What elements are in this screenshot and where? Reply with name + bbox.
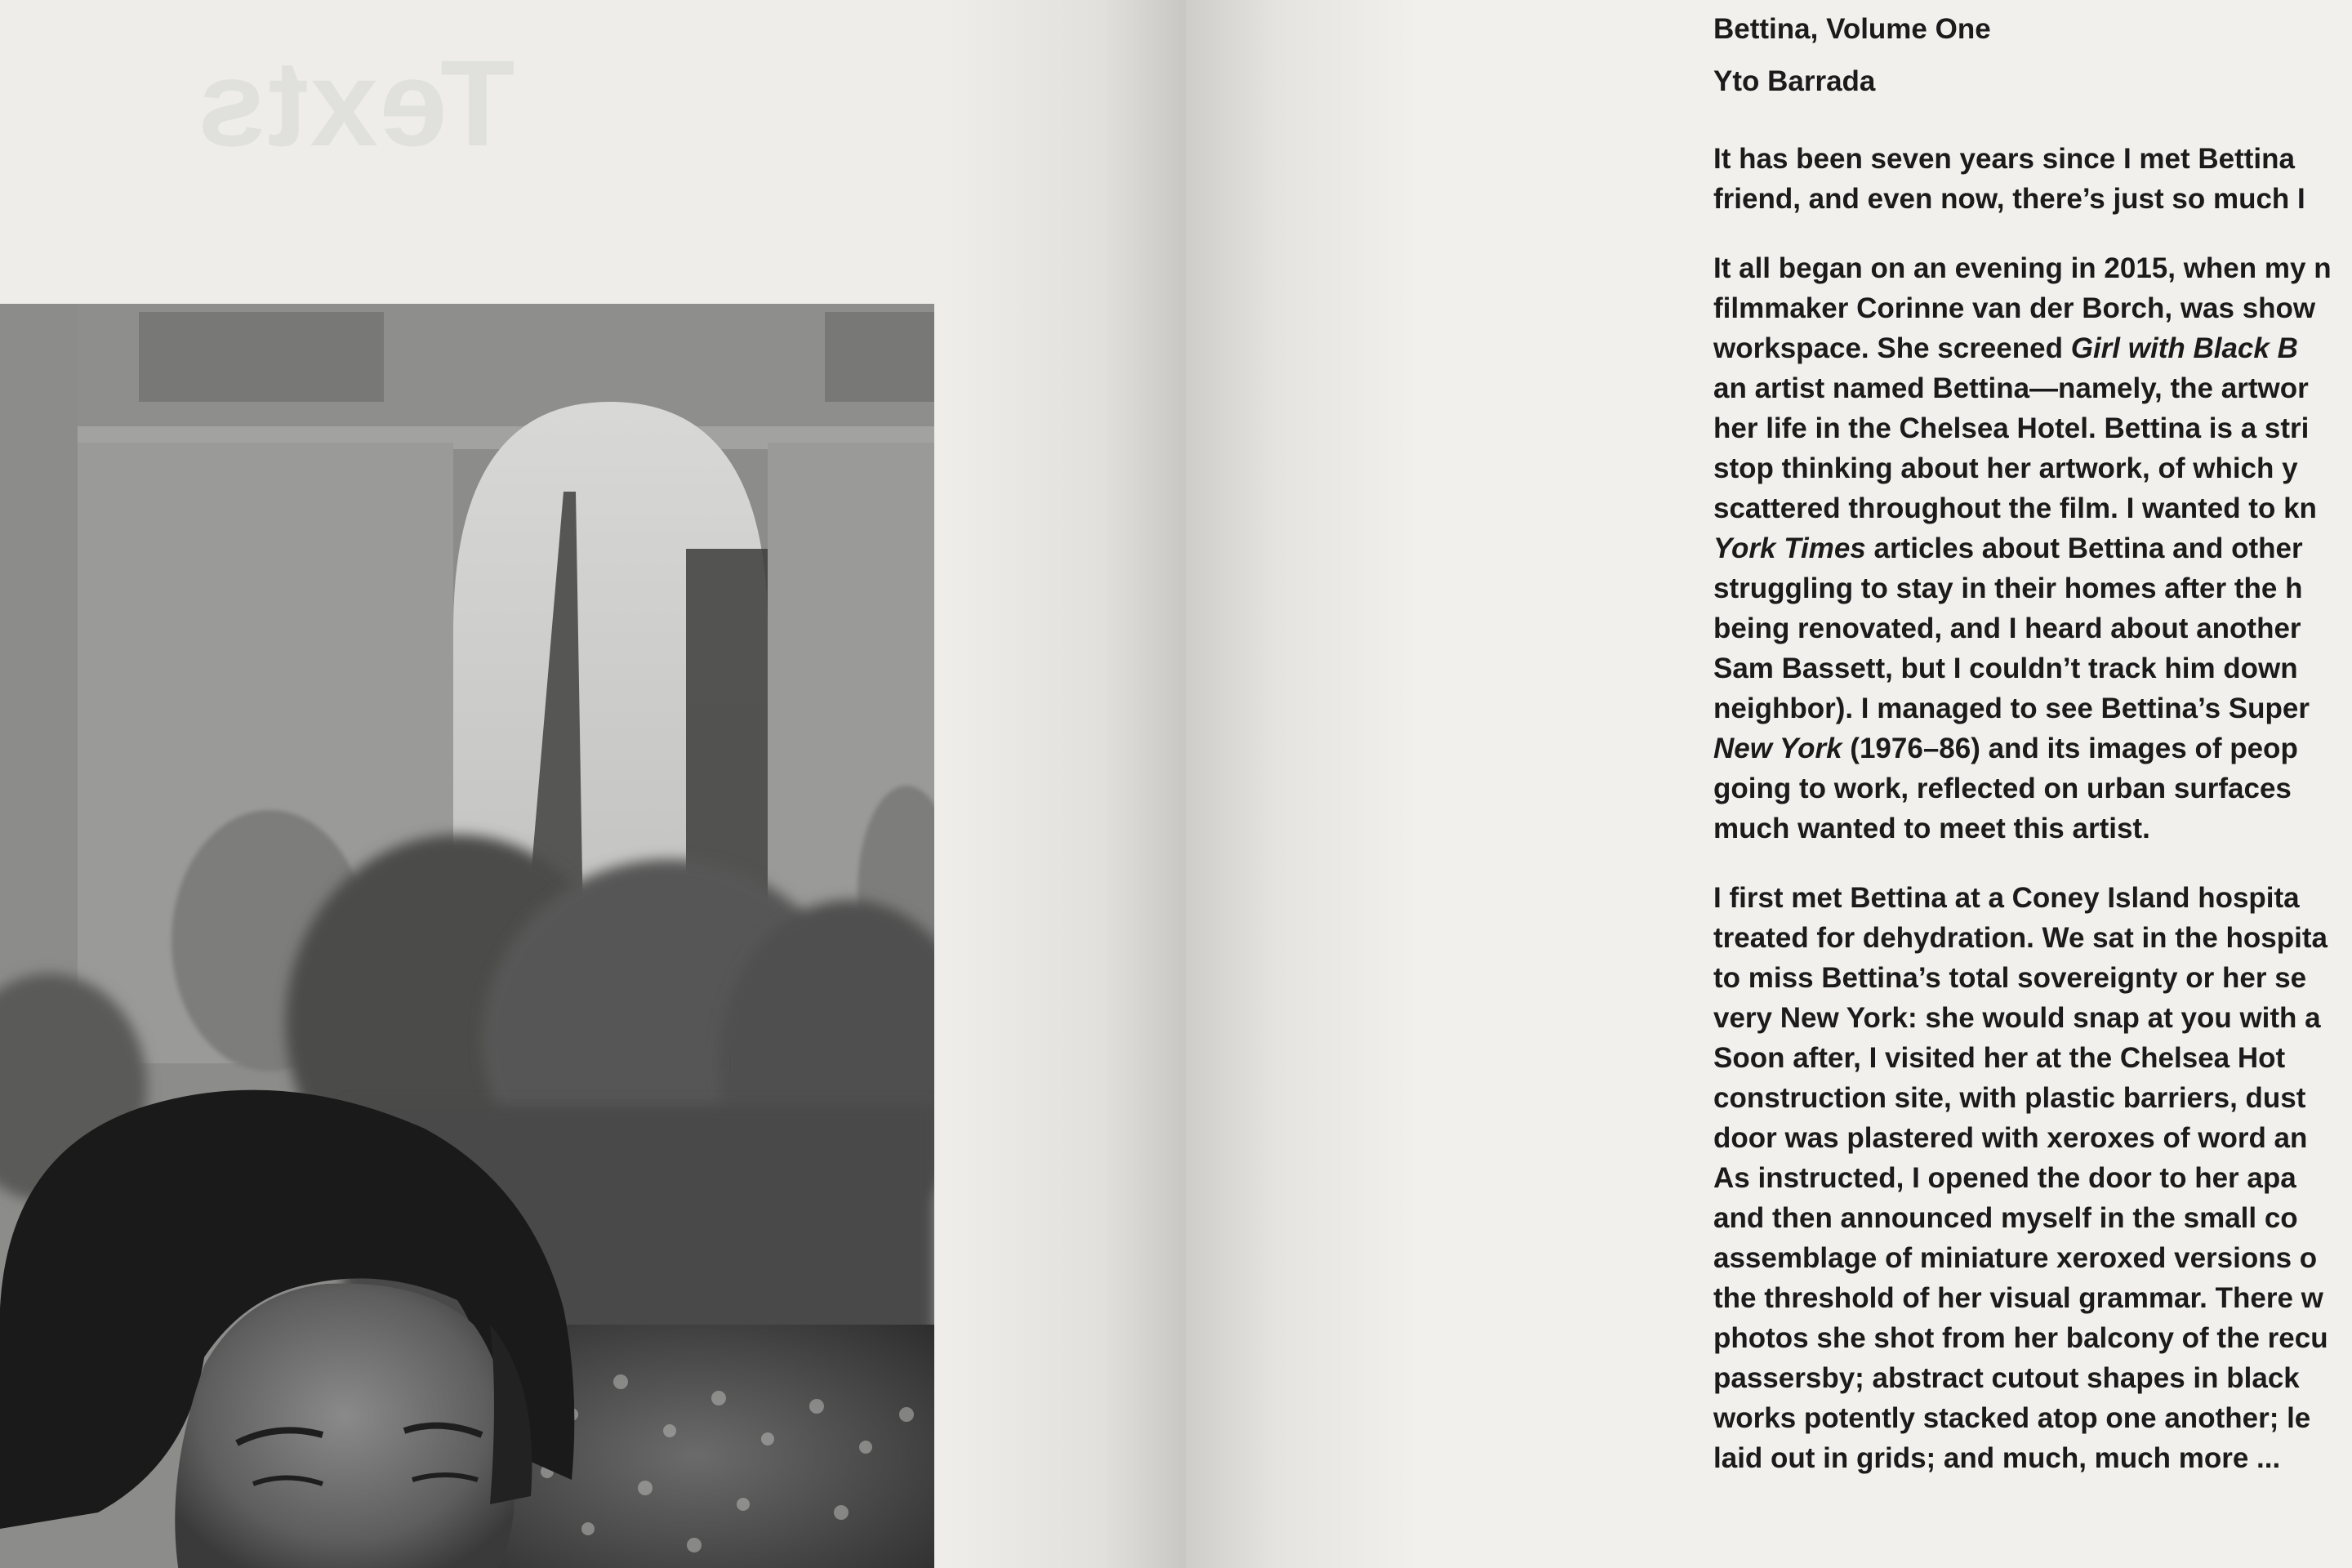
p2-line-11: the threshold of her visual grammar. There w [1713,1282,2323,1314]
right-page [1186,0,2352,1568]
p1-line-13 [1713,728,2352,768]
work-title: New York [1713,733,1842,764]
p1-line-3-text: workspace. She screened [1713,332,2071,364]
lead-paragraph [1713,139,2352,219]
p2-line-12: photos she shot from her balcony of the recu [1713,1322,2328,1354]
show-through-title: Texts [196,34,515,172]
lead-line-1: It has been seven years since I met Bettina [1713,143,2295,175]
essay-title: Bettina, Volume One [1713,13,1991,45]
p1-line-14: going to work, reflected on urban surfaces [1713,773,2292,804]
paragraph-1 [1713,248,2352,849]
p2-line-8: As instructed, I opened the door to her apa [1713,1162,2296,1194]
p1-line-9: struggling to stay in their homes after the h [1713,572,2303,604]
p2-line-9: and then announced myself in the small co [1713,1202,2298,1234]
p2-line-2: treated for dehydration. We sat in the hospita [1713,922,2328,954]
p1-line-5: her life in the Chelsea Hotel. Bettina is a stri [1713,412,2310,444]
p2-line-7: door was plastered with xeroxes of word an [1713,1122,2308,1154]
essay-column [1713,11,2352,1478]
p1-line-2: filmmaker Corinne van der Borch, was show [1713,292,2316,324]
p1-line-8 [1713,528,2352,568]
p2-line-5: Soon after, I visited her at the Chelsea Hot [1713,1042,2286,1074]
film-title: Girl with Black B [2070,332,2298,364]
p1-line-8-text: articles about Bettina and other [1865,532,2303,564]
p2-line-13: passersby; abstract cutout shapes in black [1713,1362,2300,1394]
p2-line-14: works potently stacked atop one another; le [1713,1402,2311,1434]
p1-line-13-text: (1976–86) and its images of peop [1842,733,2298,764]
lead-line-2: friend, and even now, there’s just so much I [1713,183,2305,215]
paragraph-2 [1713,878,2352,1478]
p1-line-3 [1713,328,2352,368]
newspaper-title: York Times [1713,532,1866,564]
photo-woman-arc-de-triomphe [0,304,934,1568]
p2-line-4: very New York: she would snap at you with a [1713,1002,2321,1034]
p1-line-11: Sam Bassett, but I couldn’t track him down [1713,653,2298,684]
p2-line-6: construction site, with plastic barriers, dust [1713,1082,2306,1114]
p2-line-15: laid out in grids; and much, much more ... [1713,1442,2281,1474]
photograph [0,304,934,1568]
p1-line-4: an artist named Bettina—namely, the artwor [1713,372,2309,404]
p1-line-6: stop thinking about her artwork, of which y [1713,452,2298,484]
p2-line-10: assemblage of miniature xeroxed versions o [1713,1242,2318,1274]
p1-line-10: being renovated, and I heard about another [1713,612,2301,644]
p2-line-1: I first met Bettina at a Coney Island hospita [1713,882,2300,914]
essay-author: Yto Barrada [1713,65,1876,97]
p2-line-3: to miss Bettina’s total sovereignty or her se [1713,962,2307,994]
p1-line-12: neighbor). I managed to see Bettina’s Super [1713,693,2310,724]
p1-line-15: much wanted to meet this artist. [1713,813,2150,844]
p1-line-1: It all began on an evening in 2015, when my n [1713,252,2332,284]
p1-line-7: scattered throughout the film. I wanted to kn [1713,492,2317,524]
